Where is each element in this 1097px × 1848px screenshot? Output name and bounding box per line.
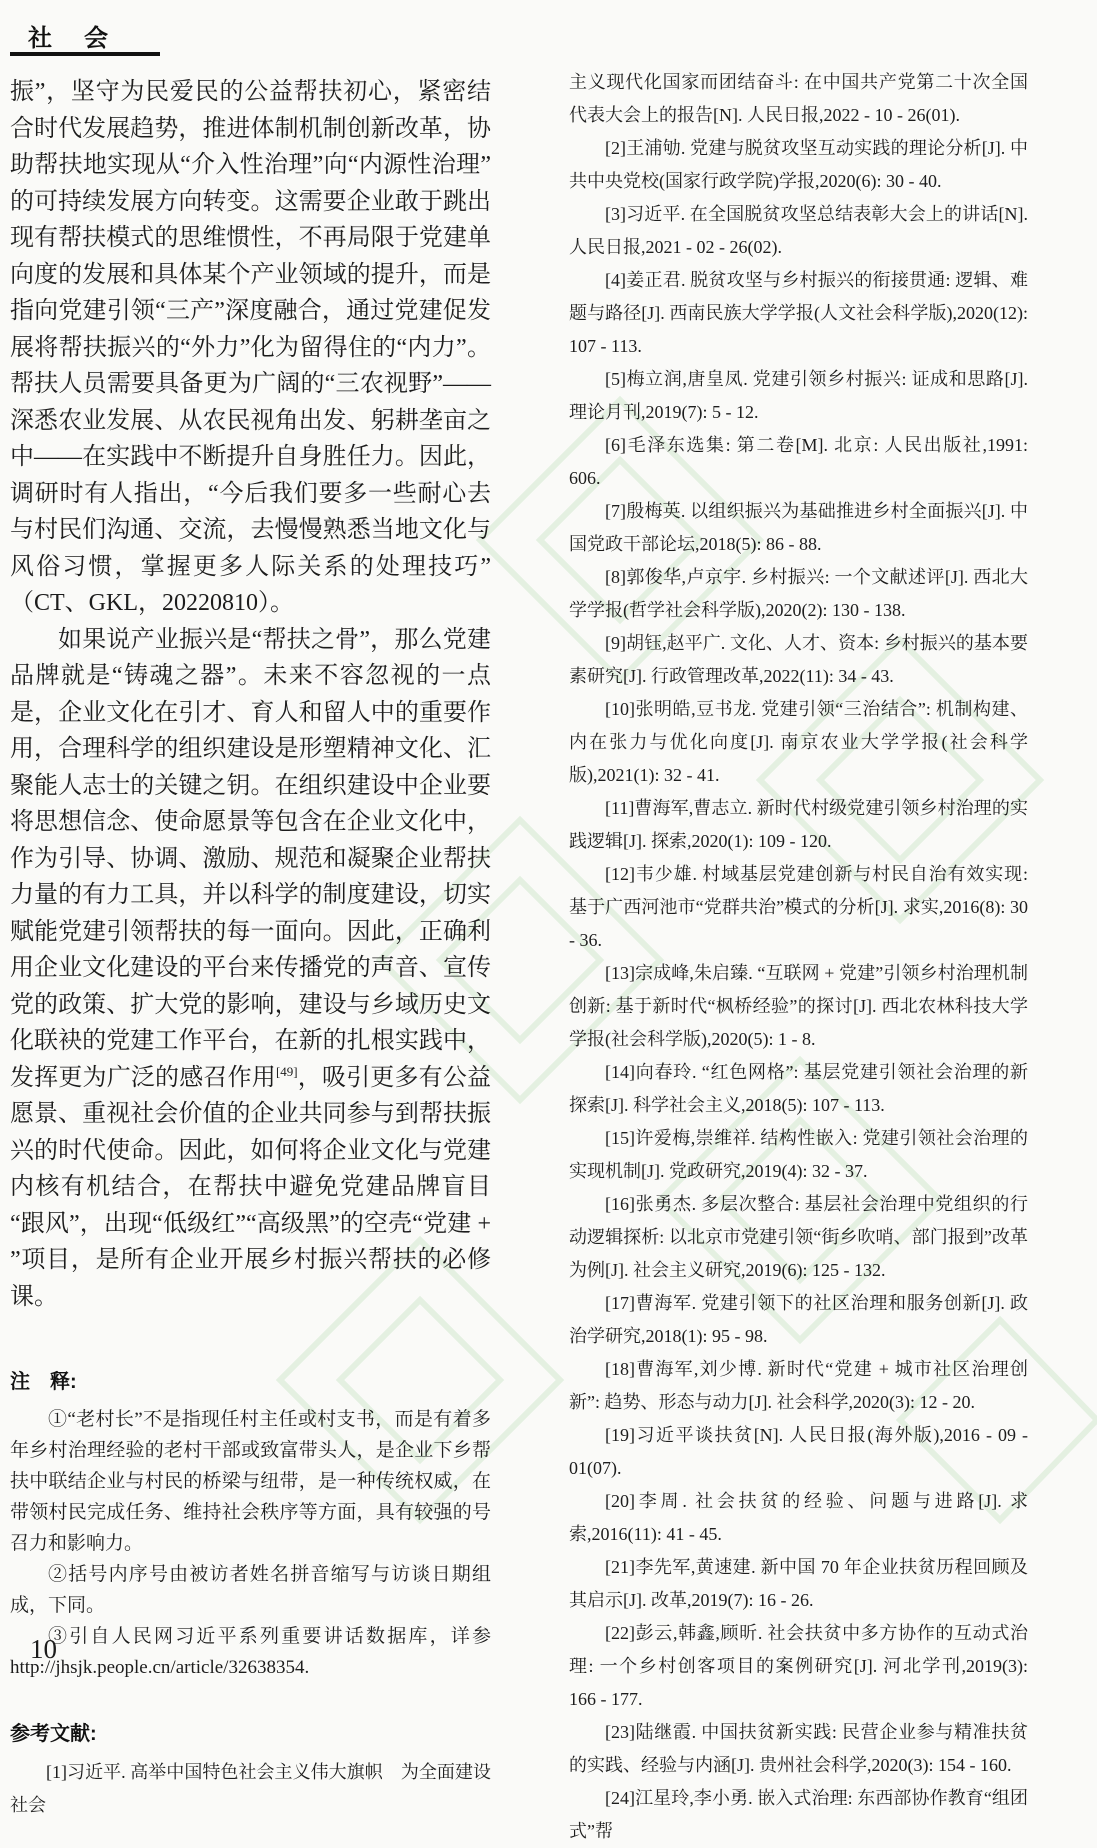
- note-item: ②括号内序号由被访者姓名拼音缩写与访谈日期组成，下同。: [10, 1564, 491, 1616]
- paragraph-text: 如果说产业振兴是“帮扶之骨”，那么党建品牌就是“铸魂之器”。未来不容忽视的一点是，企业文化在引才、育人和留人中的重要作用，合理科学的组织建设是形塑精神文化、汇聚能人志士的关键之钥。在组织建设中企业要将思想信念、使命愿景等包含在企业文化中，作为引导、协调、激励、规范和凝聚企业帮扶力量的有力工具，并以科学的制度建设，切实赋能党建引领帮扶的每一面向。因此，正确利用企业文化建设的平台来传播党的声音、宣传党的政策、扩大党的影响，建设与乡域历史文化联袂的党建工作平台，在新的扎根实践中，发挥更为广泛的感召作用: [10, 626, 491, 1091]
- reference-item: [21]李先军,黄速建. 新中国 70 年企业扶贫历程回顾及其启示[J]. 改革,2019(7): 16 - 26.: [569, 1557, 1028, 1610]
- reference-item: [22]彭云,韩鑫,顾昕. 社会扶贫中多方协作的互动式治理: 一个乡村创客项目的案例研究[J]. 河北学刊,2019(3): 166 - 177.: [569, 1623, 1028, 1709]
- reference-item: [4]姜正君. 脱贫攻坚与乡村振兴的衔接贯通: 逻辑、难题与路径[J]. 西南民族大学学报(人文社会科学版),2020(12): 107 - 113.: [569, 270, 1028, 356]
- reference-item: [20]李周. 社会扶贫的经验、问题与进路[J]. 求索,2016(11): 41 - 45.: [569, 1491, 1028, 1544]
- reference-item: [5]梅立润,唐皇凤. 党建引领乡村振兴: 证成和思路[J]. 理论月刊,2019(7): 5 - 12.: [569, 369, 1028, 422]
- reference-item: [14]向春玲. “红色网格”: 基层党建引领社会治理的新探索[J]. 科学社会主义,2018(5): 107 - 113.: [569, 1062, 1028, 1115]
- reference-item-start: [1]习近平. 高举中国特色社会主义伟大旗帜 为全面建设社会: [10, 1762, 491, 1815]
- reference-item: [11]曹海军,曹志立. 新时代村级党建引领乡村治理的实践逻辑[J]. 探索,2020(1): 109 - 120.: [569, 798, 1028, 851]
- header-underline: [10, 52, 160, 56]
- paragraph-text: ，吸引更多有公益愿景、重视社会价值的企业共同参与到帮扶振兴的时代使命。因此，如何将企业文化与党建内核有机结合，在帮扶中避免党建品牌盲目“跟风”，出现“低级红”“高级黑”的空壳“党建 + ”项目，是所有企业开展乡村振兴帮扶的必修课。: [10, 1064, 492, 1310]
- reference-item: [15]许爱梅,崇维祥. 结构性嵌入: 党建引领社会治理的实现机制[J]. 党政研究,2019(4): 32 - 37.: [569, 1128, 1028, 1181]
- reference-item: [2]王浦劬. 党建与脱贫攻坚互动实践的理论分析[J]. 中共中央党校(国家行政学院)学报,2020(6): 30 - 40.: [569, 138, 1028, 191]
- page-number: 10: [30, 1634, 57, 1664]
- reference-item: [12]韦少雄. 村域基层党建创新与村民自治有效实现: 基于广西河池市“党群共治”模式的分析[J]. 求实,2016(8): 30 - 36.: [569, 864, 1028, 950]
- reference-item: [19]习近平谈扶贫[N]. 人民日报(海外版),2016 - 09 - 01(07).: [569, 1425, 1028, 1478]
- reference-item: [23]陆继霞. 中国扶贫新实践: 民营企业参与精准扶贫的实践、经验与内涵[J]. 贵州社会科学,2020(3): 154 - 160.: [569, 1722, 1028, 1775]
- reference-item: [3]习近平. 在全国脱贫攻坚总结表彰大会上的讲话[N]. 人民日报,2021 - 02 - 26(02).: [569, 204, 1028, 257]
- reference-item: [16]张勇杰. 多层次整合: 基层社会治理中党组织的行动逻辑探析: 以北京市党建引领“街乡吹哨、部门报到”改革为例[J]. 社会主义研究,2019(6): 125 - 132.: [569, 1194, 1028, 1280]
- right-column: [569, 66, 1028, 1848]
- reference-item: [13]宗成峰,朱启臻. “互联网 + 党建”引领乡村治理机制创新: 基于新时代“枫桥经验”的探讨[J]. 西北农林科技大学学报(社会科学版),2020(5): 1 - 8.: [569, 963, 1028, 1049]
- left-column: [10, 74, 491, 1822]
- reference-item: [9]胡钰,赵平广. 文化、人才、资本: 乡村振兴的基本要素研究[J]. 行政管理改革,2022(11): 34 - 43.: [569, 633, 1028, 686]
- reference-item: [6]毛泽东选集: 第二卷[M]. 北京: 人民出版社,1991: 606.: [569, 435, 1028, 488]
- references-list: [569, 132, 1028, 1848]
- section-header: 社 会: [28, 25, 112, 52]
- reference-item: [17]曹海军. 党建引领下的社区治理和服务创新[J]. 政治学研究,2018(1): 95 - 98.: [569, 1293, 1028, 1346]
- citation-marker: [49]: [275, 1063, 298, 1079]
- references-heading: 参考文献:: [10, 1723, 97, 1745]
- notes-list: [10, 1404, 491, 1683]
- reference-item: [10]张明皓,豆书龙. 党建引领“三治结合”: 机制构建、内在张力与优化向度[J]. 南京农业大学学报(社会科学版),2021(1): 32 - 41.: [569, 699, 1028, 785]
- reference-item: [8]郭俊华,卢京宇. 乡村振兴: 一个文献述评[J]. 西北大学学报(哲学社会科学版),2020(2): 130 - 138.: [569, 567, 1028, 620]
- reference-item-continuation: 主义现代化国家而团结奋斗: 在中国共产党第二十次全国代表大会上的报告[N]. 人民日报,2022 - 10 - 26(01).: [569, 72, 1028, 125]
- reference-item: [24]江星玲,李小勇. 嵌入式治理: 东西部协作教育“组团式”帮: [569, 1788, 1028, 1841]
- body-paragraph: [10, 622, 491, 1316]
- note-item: ③引自人民网习近平系列重要讲话数据库，详参 http://jhsjk.people.cn/article/32638354.: [10, 1626, 491, 1678]
- notes-heading: 注 释:: [10, 1371, 77, 1393]
- reference-item: [18]曹海军,刘少博. 新时代“党建 + 城市社区治理创新”: 趋势、形态与动力[J]. 社会科学,2020(3): 12 - 20.: [569, 1359, 1028, 1412]
- note-item: ①“老村长”不是指现任村主任或村支书，而是有着多年乡村治理经验的老村干部或致富带头人，是企业下乡帮扶中联结企业与村民的桥梁与纽带，是一种传统权威，在带领村民完成任务、维持社会秩序等方面，具有较强的号召力和影响力。: [10, 1409, 491, 1554]
- body-paragraph-continuation: 振”，坚守为民爱民的公益帮扶初心，紧密结合时代发展趋势，推进体制机制创新改革，协助帮扶地实现从“介入性治理”向“内源性治理”的可持续发展方向转变。这需要企业敢于跳出现有帮扶模式的思维惯性，不再局限于党建单向度的发展和具体某个产业领域的提升，而是指向党建引领“三产”深度融合，通过党建促发展将帮扶振兴的“外力”化为留得住的“内力”。帮扶人员需要具备更为广阔的“三农视野”——深悉农业发展、从农民视角出发、躬耕垄亩之中——在实践中不断提升自身胜任力。因此，调研时有人指出，“今后我们要多一些耐心去与村民们沟通、交流，去慢慢熟悉当地文化与风俗习惯，掌握更多人际关系的处理技巧”（CT、GKL，20220810）。: [10, 79, 491, 616]
- reference-item: [7]殷梅英. 以组织振兴为基础推进乡村全面振兴[J]. 中国党政干部论坛,2018(5): 86 - 88.: [569, 501, 1028, 554]
